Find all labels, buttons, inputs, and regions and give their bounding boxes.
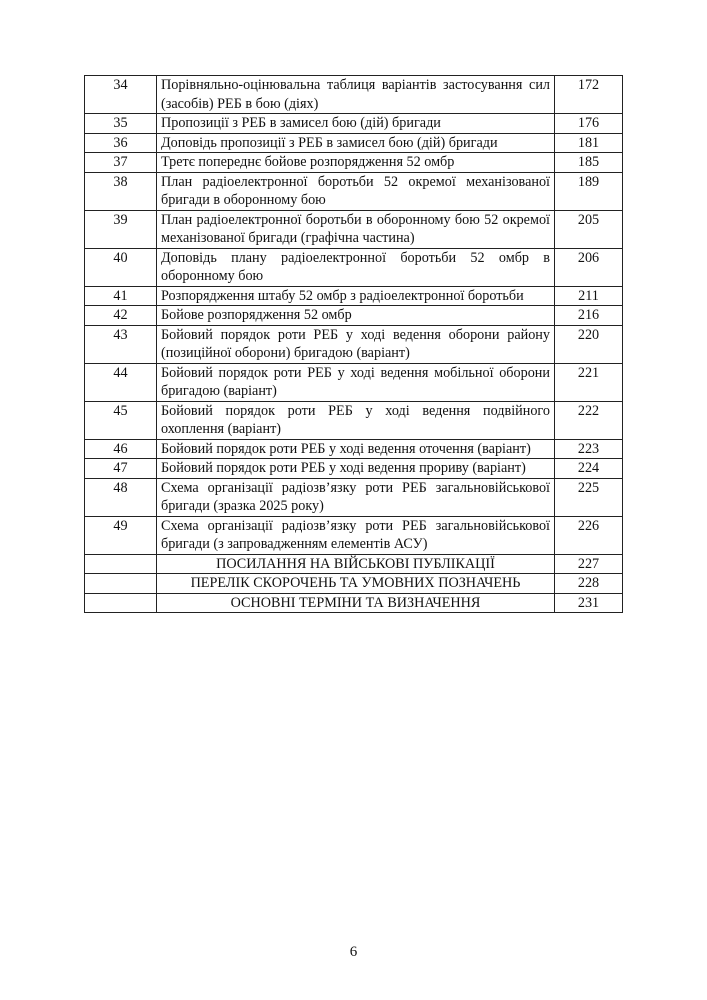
row-number: 47 xyxy=(85,459,157,479)
row-page: 223 xyxy=(555,439,623,459)
row-number-empty xyxy=(85,554,157,574)
row-page: 221 xyxy=(555,363,623,401)
row-page: 222 xyxy=(555,401,623,439)
row-number-empty xyxy=(85,574,157,594)
row-page: 226 xyxy=(555,516,623,554)
section-page: 231 xyxy=(555,593,623,613)
contents-table xyxy=(84,75,623,613)
row-page: 176 xyxy=(555,114,623,134)
section-row xyxy=(85,554,623,574)
row-title: Бойовий порядок роти РЕБ у ході ведення подвійного охоплення (варіант) xyxy=(157,401,555,439)
table-row xyxy=(85,325,623,363)
table-row xyxy=(85,439,623,459)
section-title: ПОСИЛАННЯ НА ВІЙСЬКОВІ ПУБЛІКАЦІЇ xyxy=(157,554,555,574)
row-number: 45 xyxy=(85,401,157,439)
row-title: План радіоелектронної боротьби 52 окремої механізованої бригади в оборонному бою xyxy=(157,172,555,210)
row-page: 224 xyxy=(555,459,623,479)
row-title: Доповідь плану радіоелектронної боротьби 52 омбр в оборонному бою xyxy=(157,248,555,286)
table-row xyxy=(85,401,623,439)
row-title: Пропозиції з РЕБ в замисел бою (дій) бригади xyxy=(157,114,555,134)
row-page: 220 xyxy=(555,325,623,363)
row-title: Порівняльно-оцінювальна таблиця варіантів застосування сил (засобів) РЕБ в бою (діях) xyxy=(157,76,555,114)
row-page: 211 xyxy=(555,286,623,306)
section-page: 228 xyxy=(555,574,623,594)
row-title: Схема організації радіозв’язку роти РЕБ загальновійськової бригади (з запровадженням елементів АСУ) xyxy=(157,516,555,554)
row-title: Розпорядження штабу 52 омбр з радіоелектронної боротьби xyxy=(157,286,555,306)
row-number: 43 xyxy=(85,325,157,363)
page-number: 6 xyxy=(349,944,358,960)
table-row xyxy=(85,114,623,134)
row-title: Доповідь пропозиції з РЕБ в замисел бою (дій) бригади xyxy=(157,133,555,153)
row-number: 39 xyxy=(85,210,157,248)
table-row xyxy=(85,286,623,306)
table-row xyxy=(85,172,623,210)
row-number: 36 xyxy=(85,133,157,153)
table-row xyxy=(85,363,623,401)
table-row xyxy=(85,516,623,554)
row-title: Бойовий порядок роти РЕБ у ході ведення оточення (варіант) xyxy=(157,439,555,459)
row-number: 42 xyxy=(85,306,157,326)
table-row xyxy=(85,306,623,326)
row-page: 206 xyxy=(555,248,623,286)
table-row xyxy=(85,76,623,114)
table-row xyxy=(85,133,623,153)
section-title: ПЕРЕЛІК СКОРОЧЕНЬ ТА УМОВНИХ ПОЗНАЧЕНЬ xyxy=(157,574,555,594)
row-title: Бойовий порядок роти РЕБ у ході ведення прориву (варіант) xyxy=(157,459,555,479)
row-number: 44 xyxy=(85,363,157,401)
table-row xyxy=(85,248,623,286)
row-page: 172 xyxy=(555,76,623,114)
row-title: Бойовий порядок роти РЕБ у ході ведення оборони району (позиційної оборони) бригадою (варіант) xyxy=(157,325,555,363)
row-number: 40 xyxy=(85,248,157,286)
row-number: 35 xyxy=(85,114,157,134)
row-title: Бойовий порядок роти РЕБ у ході ведення мобільної оборони бригадою (варіант) xyxy=(157,363,555,401)
row-page: 216 xyxy=(555,306,623,326)
row-number: 49 xyxy=(85,516,157,554)
row-number: 46 xyxy=(85,439,157,459)
table-row xyxy=(85,459,623,479)
row-page: 181 xyxy=(555,133,623,153)
row-page: 189 xyxy=(555,172,623,210)
row-number: 37 xyxy=(85,153,157,173)
section-row xyxy=(85,593,623,613)
row-title: Бойове розпорядження 52 омбр xyxy=(157,306,555,326)
section-row xyxy=(85,574,623,594)
row-number: 48 xyxy=(85,478,157,516)
row-page: 205 xyxy=(555,210,623,248)
row-number: 41 xyxy=(85,286,157,306)
row-page: 185 xyxy=(555,153,623,173)
row-number: 38 xyxy=(85,172,157,210)
row-title: План радіоелектронної боротьби в оборонному бою 52 окремої механізованої бригади (графічна частина) xyxy=(157,210,555,248)
section-title: ОСНОВНІ ТЕРМІНИ ТА ВИЗНАЧЕННЯ xyxy=(157,593,555,613)
table-row xyxy=(85,210,623,248)
row-page: 225 xyxy=(555,478,623,516)
table-row xyxy=(85,153,623,173)
table-row xyxy=(85,478,623,516)
row-title: Третє попереднє бойове розпорядження 52 омбр xyxy=(157,153,555,173)
row-number-empty xyxy=(85,593,157,613)
row-number: 34 xyxy=(85,76,157,114)
row-title: Схема організації радіозв’язку роти РЕБ загальновійськової бригади (зразка 2025 року) xyxy=(157,478,555,516)
section-page: 227 xyxy=(555,554,623,574)
